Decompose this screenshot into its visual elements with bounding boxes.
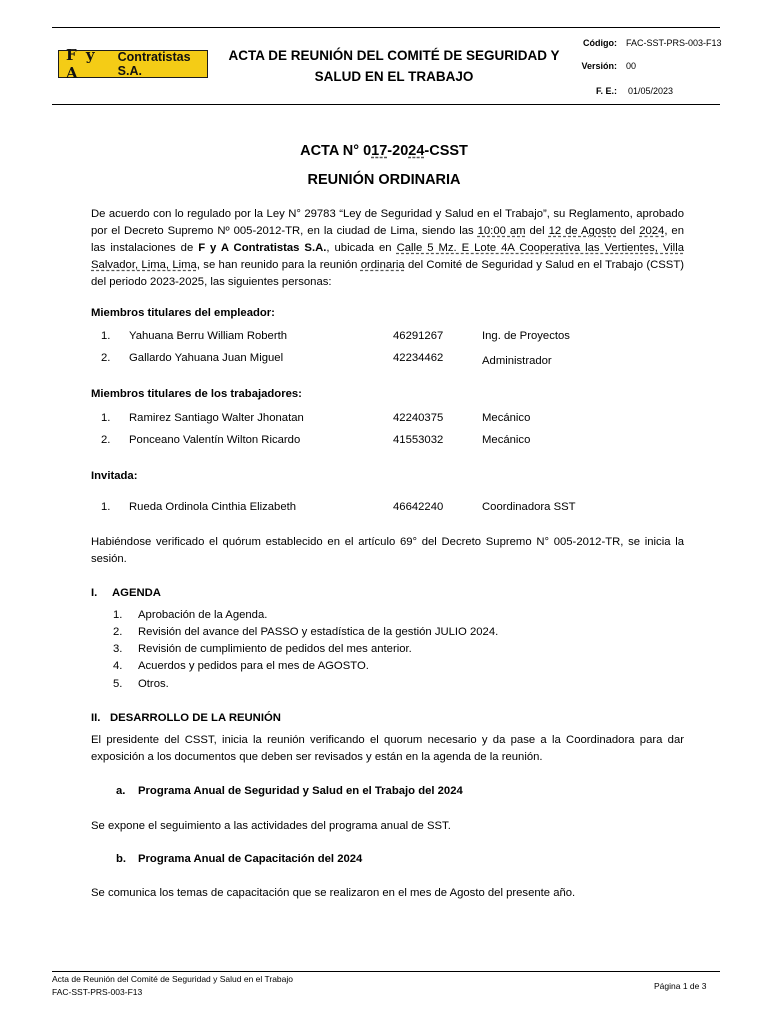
agenda-item: Otros.	[138, 678, 169, 690]
codigo-value: FAC-SST-PRS-003-F13	[626, 38, 722, 48]
header-top-rule	[52, 27, 720, 28]
member-number: 1.	[101, 501, 111, 513]
agenda-item-number: 1.	[113, 609, 123, 621]
footer-doc-code: FAC-SST-PRS-003-F13	[52, 987, 143, 997]
codigo-label: Código:	[583, 38, 617, 48]
member-dni: 46642240	[393, 501, 444, 513]
agenda-item-number: 5.	[113, 678, 123, 690]
version-value: 00	[626, 61, 637, 71]
member-dni: 41553032	[393, 434, 444, 446]
desarrollo-line-2: exposición a los documentos que deben ser revisados y están en la agenda de la reunión.	[91, 751, 543, 763]
agenda-item: Revisión de cumplimiento de pedidos del mes anterior.	[138, 643, 412, 655]
logo-company-name: Contratistas S.A.	[117, 50, 191, 78]
subsection-a-text: Se expone el seguimiento a las actividades del programa anual de SST.	[91, 820, 451, 832]
logo-initials: F y A	[66, 46, 97, 82]
acta-suffix: -CSST	[424, 143, 468, 159]
member-role: Mecánico	[482, 434, 531, 446]
agenda-item: Aprobación de la Agenda.	[138, 609, 268, 621]
agenda-item-number: 2.	[113, 626, 123, 638]
empleador-heading: Miembros titulares del empleador:	[91, 307, 275, 319]
acta-year: 24	[408, 143, 425, 159]
acta-mid: -20	[387, 143, 409, 159]
footer-doc-title: Acta de Reunión del Comité de Seguridad y Salud en el Trabajo	[52, 974, 293, 984]
member-dni: 42234462	[393, 352, 444, 364]
trabajadores-heading: Miembros titulares de los trabajadores:	[91, 388, 302, 400]
agenda-numeral: I.	[91, 587, 98, 599]
acta-number	[0, 143, 768, 159]
quorum-line-1: Habiéndose verificado el quórum establecido en el artículo 69° del Decreto Supremo N° 005-2012-TR, se inicia la	[91, 536, 684, 548]
acta-num: 17	[371, 143, 388, 159]
subsection-a-heading: Programa Anual de Seguridad y Salud en el Trabajo del 2024	[138, 785, 463, 797]
meeting-type-title: REUNIÓN ORDINARIA	[307, 172, 461, 188]
header-bottom-rule	[52, 104, 720, 105]
quorum-line-2: sesión.	[91, 553, 127, 565]
footer-rule	[52, 971, 720, 972]
fe-value: 01/05/2023	[628, 86, 674, 96]
desarrollo-numeral: II.	[91, 712, 101, 724]
member-number: 2.	[101, 352, 111, 364]
member-name: Rueda Ordinola Cinthia Elizabeth	[129, 501, 297, 513]
member-dni: 46291267	[393, 330, 444, 342]
member-name: Ramirez Santiago Walter Jhonatan	[129, 412, 304, 424]
agenda-item-number: 3.	[113, 643, 123, 655]
intro-line-3: las instalaciones de F y A Contratistas S.A., ubicada en Calle 5 Mz. E Lote 4A Cooperativa las Vertientes, Villa	[91, 242, 684, 254]
member-dni: 42240375	[393, 412, 444, 424]
intro-line-1: De acuerdo con lo regulado por la Ley N° 29783 “Ley de Seguridad y Salud en el Trabajo”, su Reglamento, aprobado	[91, 208, 684, 220]
acta-prefix: ACTA N° 0	[300, 143, 372, 159]
agenda-heading: AGENDA	[112, 587, 161, 599]
agenda-item: Revisión del avance del PASSO y estadística de la gestión JULIO 2024.	[138, 626, 499, 638]
page-number: Página 1 de 3	[654, 981, 707, 991]
agenda-item-number: 4.	[113, 660, 123, 672]
member-name: Yahuana Berru William Roberth	[129, 330, 288, 342]
member-name: Ponceano Valentín Wilton Ricardo	[129, 434, 301, 446]
intro-line-2: por el Decreto Supremo Nº 005-2012-TR, en la ciudad de Lima, siendo las 10:00 am del 12 de Agosto del 2024, en	[91, 225, 684, 237]
member-role: Administrador	[482, 355, 552, 367]
version-label: Versión:	[581, 61, 617, 71]
intro-line-4: Salvador, Lima, Lima, se han reunido para la reunión ordinaria del Comité de Seguridad y Salud en el Trabajo (CSST)	[91, 259, 684, 271]
invitada-heading: Invitada:	[91, 470, 138, 482]
desarrollo-line-1: El presidente del CSST, inicia la reunión verificando el quorum necesario y da pase a la Coordinadora para dar	[91, 734, 684, 746]
desarrollo-heading: DESARROLLO DE LA REUNIÓN	[110, 712, 281, 724]
intro-line-5: del periodo 2023-2025, las siguientes personas:	[91, 276, 332, 288]
subsection-b-letter: b.	[116, 853, 127, 865]
member-number: 1.	[101, 330, 111, 342]
subsection-b-text: Se comunica los temas de capacitación que se realizaron en el mes de Agosto del presente año.	[91, 887, 576, 899]
member-role: Coordinadora SST	[482, 501, 576, 513]
member-number: 2.	[101, 434, 111, 446]
member-role: Ing. de Proyectos	[482, 330, 570, 342]
company-logo	[58, 46, 208, 82]
member-name: Gallardo Yahuana Juan Miguel	[129, 352, 284, 364]
document-title-line2: SALUD EN EL TRABAJO	[314, 69, 474, 84]
document-title-line1: ACTA DE REUNIÓN DEL COMITÉ DE SEGURIDAD Y	[228, 48, 560, 63]
agenda-item: Acuerdos y pedidos para el mes de AGOSTO.	[138, 660, 369, 672]
subsection-b-heading: Programa Anual de Capacitación del 2024	[138, 853, 363, 865]
subsection-a-letter: a.	[116, 785, 126, 797]
member-role: Mecánico	[482, 412, 531, 424]
member-number: 1.	[101, 412, 111, 424]
fe-label: F. E.:	[595, 86, 617, 96]
